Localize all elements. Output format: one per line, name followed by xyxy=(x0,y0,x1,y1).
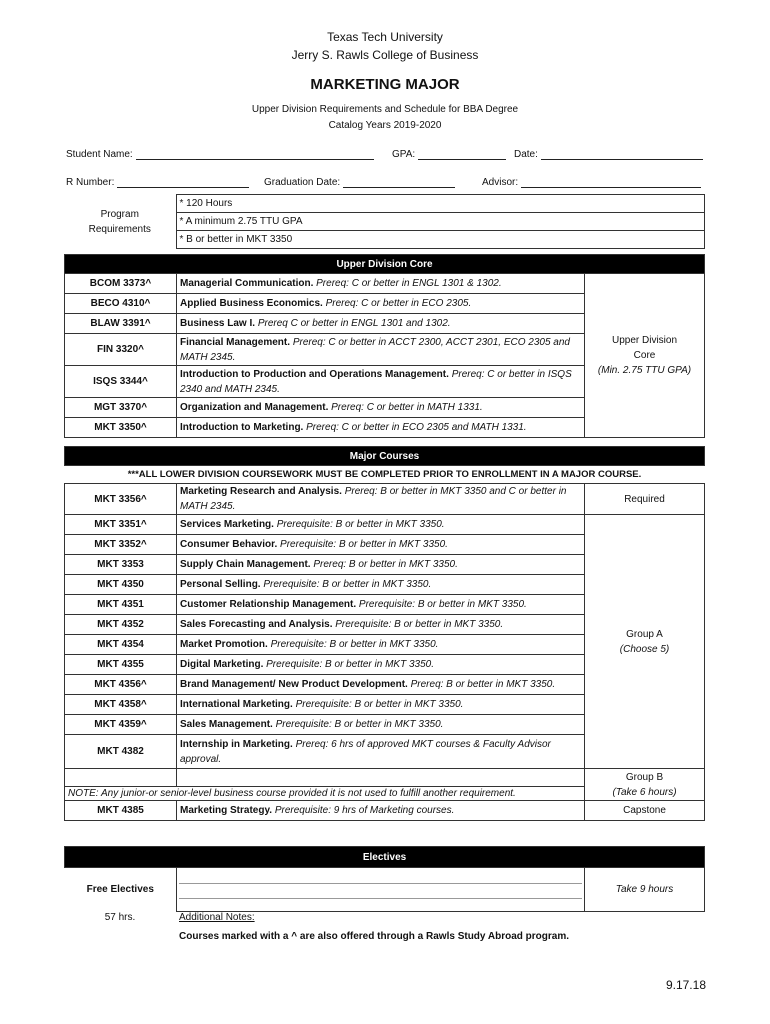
course-name: Services Marketing. xyxy=(180,519,274,530)
group-a-line2: (Choose 5) xyxy=(619,643,670,655)
electives-table xyxy=(64,846,705,912)
course-prereq: Prerequisite: B or better in MKT 3350. xyxy=(295,699,464,710)
major-heading: Major Courses xyxy=(65,447,705,466)
catalog-years: Catalog Years 2019-2020 xyxy=(328,120,442,131)
required-label: Required xyxy=(585,484,705,515)
course-prereq: Prerequisite: B or better in MKT 3350. xyxy=(275,719,444,730)
course-desc xyxy=(177,366,585,398)
course-prereq: Prereq: C or better in ACCT 2300, ACCT 2301, ECO 2305 and MATH 2345. xyxy=(180,336,570,363)
course-prereq: Prereq: C or better in ECO 2305 and MATH 1331. xyxy=(306,422,527,433)
course-desc xyxy=(177,715,585,735)
course-prereq: Prereq: B or better in MKT 3350 and C or better in MATH 2345. xyxy=(180,486,567,512)
course-desc xyxy=(177,655,585,675)
graduation-date-label: Graduation Date: xyxy=(264,177,341,188)
course-name: Applied Business Economics. xyxy=(180,298,323,309)
electives-heading: Electives xyxy=(65,847,705,868)
r-number-label: R Number: xyxy=(66,177,115,188)
core-side-line3: (Min. 2.75 TTU GPA) xyxy=(597,365,692,376)
course-desc xyxy=(177,675,585,695)
additional-notes-label: Additional Notes: xyxy=(179,912,255,923)
course-desc xyxy=(177,735,585,769)
course-prereq: Prereq: B or better in MKT 3350. xyxy=(313,559,458,570)
course-prereq: Prerequisite: B or better in MKT 3350. xyxy=(358,599,527,610)
date-line[interactable] xyxy=(541,148,703,160)
course-name: Organization and Management. xyxy=(180,402,329,413)
course-name: Digital Marketing. xyxy=(180,659,264,670)
course-name: Financial Management. xyxy=(180,336,291,348)
course-desc xyxy=(177,535,585,555)
group-b-entry-1[interactable] xyxy=(177,769,585,787)
course-name: Supply Chain Management. xyxy=(180,559,311,570)
core-side-label xyxy=(585,274,705,438)
course-code: BLAW 3391^ xyxy=(65,314,177,334)
course-name: Personal Selling. xyxy=(180,579,261,590)
group-a-label xyxy=(585,515,705,769)
course-prereq: Prereq: C or better in ENGL 1301 & 1302. xyxy=(316,278,502,289)
major-courses-table xyxy=(64,446,705,821)
free-electives-label: Free Electives xyxy=(86,884,154,896)
course-desc xyxy=(177,274,585,294)
requirement-mkt3350: * B or better in MKT 3350 xyxy=(176,231,704,249)
course-desc xyxy=(177,695,585,715)
course-code: FIN 3320^ xyxy=(65,334,177,366)
advisor-line[interactable] xyxy=(521,176,701,188)
course-name: Customer Relationship Management. xyxy=(180,599,357,610)
capstone-label: Capstone xyxy=(585,801,705,821)
course-prereq: Prerequisite: B or better in MKT 3350. xyxy=(276,519,445,530)
core-side-line2: Core xyxy=(633,350,656,361)
course-code: MKT 3356^ xyxy=(65,484,177,515)
course-code: MKT 4382 xyxy=(65,735,177,769)
r-number-line[interactable] xyxy=(117,176,249,188)
course-name: Introduction to Marketing. xyxy=(180,422,304,433)
advisor-field[interactable] xyxy=(482,176,701,188)
course-prereq: Prereq: C or better in MATH 1331. xyxy=(331,402,483,413)
course-name: Brand Management/ New Product Development. xyxy=(180,679,408,690)
course-code: MKT 4354 xyxy=(65,635,177,655)
course-desc xyxy=(177,294,585,314)
total-hours: 57 hrs. xyxy=(104,912,136,923)
course-prereq: Prerequisite: B or better in MKT 3350. xyxy=(335,619,504,630)
free-electives-entries[interactable] xyxy=(177,868,585,912)
advisor-label: Advisor: xyxy=(482,177,519,188)
program-requirements-label xyxy=(64,195,176,249)
course-desc xyxy=(177,515,585,535)
course-name: Managerial Communication. xyxy=(180,278,314,289)
r-number-field[interactable] xyxy=(66,176,249,188)
course-name: Marketing Research and Analysis. xyxy=(180,486,342,497)
elective-line[interactable] xyxy=(179,884,582,899)
course-name: Market Promotion. xyxy=(180,639,268,650)
group-b-note: NOTE: Any junior-or senior-level business course provided it is not used to fulfill another requirement. xyxy=(65,787,585,801)
course-desc xyxy=(177,555,585,575)
course-code: MKT 4352 xyxy=(65,615,177,635)
course-code: MKT 3351^ xyxy=(65,515,177,535)
course-code: MKT 4356^ xyxy=(65,675,177,695)
course-name: Marketing Strategy. xyxy=(180,805,273,816)
lower-division-warning: ***ALL LOWER DIVISION COURSEWORK MUST BE COMPLETED PRIOR TO ENROLLMENT IN A MAJOR COURSE. xyxy=(127,469,642,480)
course-prereq: Prerequisite: 9 hrs of Marketing courses. xyxy=(274,805,455,816)
student-name-label: Student Name: xyxy=(66,149,133,160)
course-prereq: Prereq: C or better in ISQS 2340 and MATH 2345. xyxy=(180,368,572,395)
course-code: MKT 4351 xyxy=(65,595,177,615)
course-code: BCOM 3373^ xyxy=(65,274,177,294)
date-label: Date: xyxy=(514,149,538,160)
requirement-hours: * 120 Hours xyxy=(176,195,704,213)
course-desc xyxy=(177,484,585,515)
study-abroad-note: Courses marked with a ^ are also offered through a Rawls Study Abroad program. xyxy=(179,931,569,942)
course-code: MGT 3370^ xyxy=(65,398,177,418)
graduation-date-field[interactable] xyxy=(264,176,455,188)
course-desc xyxy=(177,801,585,821)
course-desc xyxy=(177,575,585,595)
course-desc xyxy=(177,595,585,615)
course-code: MKT 3353 xyxy=(65,555,177,575)
student-name-line[interactable] xyxy=(136,148,374,160)
course-prereq: Prereq: 6 hrs of approved MKT courses & Faculty Advisor approval. xyxy=(180,738,551,765)
requirement-gpa: * A minimum 2.75 TTU GPA xyxy=(176,213,704,231)
course-code: MKT 3352^ xyxy=(65,535,177,555)
elective-line[interactable] xyxy=(179,899,582,911)
gpa-field[interactable] xyxy=(392,148,506,160)
group-b-line1: Group B xyxy=(625,771,664,783)
revision-date: 9.17.18 xyxy=(665,978,706,992)
page-subtitle: Upper Division Requirements and Schedule for BBA Degree xyxy=(251,104,519,115)
course-name: Introduction to Production and Operations Management. xyxy=(180,368,449,380)
elective-line[interactable] xyxy=(179,869,582,884)
page-title: MARKETING MAJOR xyxy=(310,76,460,93)
graduation-date-line[interactable] xyxy=(343,176,455,188)
course-desc xyxy=(177,334,585,366)
course-name: International Marketing. xyxy=(180,699,293,710)
course-prereq: Prerequisite: B or better in MKT 3350. xyxy=(263,579,432,590)
electives-side-label: Take 9 hours xyxy=(585,868,705,912)
course-code: MKT 4359^ xyxy=(65,715,177,735)
core-side-line1: Upper Division xyxy=(611,335,678,346)
course-name: Sales Forecasting and Analysis. xyxy=(180,619,333,630)
core-heading: Upper Division Core xyxy=(65,255,705,274)
course-desc xyxy=(177,615,585,635)
course-name: Consumer Behavior. xyxy=(180,539,278,550)
date-field[interactable] xyxy=(514,148,703,160)
college-name: Jerry S. Rawls College of Business xyxy=(291,48,479,62)
group-b-label xyxy=(585,769,705,801)
group-a-line1: Group A xyxy=(626,628,663,640)
course-code: MKT 4350 xyxy=(65,575,177,595)
course-code: MKT 4355 xyxy=(65,655,177,675)
course-code: BECO 4310^ xyxy=(65,294,177,314)
course-prereq: Prereq C or better in ENGL 1301 and 1302. xyxy=(257,318,451,329)
course-code: ISQS 3344^ xyxy=(65,366,177,398)
gpa-line[interactable] xyxy=(418,148,506,160)
group-b-line2: (Take 6 hours) xyxy=(612,786,677,798)
course-code: MKT 4358^ xyxy=(65,695,177,715)
course-prereq: Prereq: B or better in MKT 3350. xyxy=(410,679,556,690)
course-desc xyxy=(177,635,585,655)
course-name: Sales Management. xyxy=(180,719,273,730)
course-desc xyxy=(177,418,585,438)
course-code: MKT 4385 xyxy=(65,801,177,821)
course-desc xyxy=(177,314,585,334)
course-prereq: Prereq: C or better in ECO 2305. xyxy=(325,298,472,309)
course-prereq: Prerequisite: B or better in MKT 3350. xyxy=(270,639,439,650)
course-prereq: Prerequisite: B or better in MKT 3350. xyxy=(280,539,448,550)
course-name: Internship in Marketing. xyxy=(180,738,293,750)
upper-division-core-table xyxy=(64,254,705,438)
course-desc xyxy=(177,398,585,418)
course-code: MKT 3350^ xyxy=(65,418,177,438)
program-label-line1: Program xyxy=(100,208,139,220)
course-name: Business Law I. xyxy=(180,318,256,329)
group-b-entry-code[interactable] xyxy=(65,769,177,787)
gpa-label: GPA: xyxy=(392,149,416,160)
program-requirements-table xyxy=(64,194,705,249)
student-name-field[interactable] xyxy=(66,148,374,160)
course-prereq: Prerequisite: B or better in MKT 3350. xyxy=(266,659,434,670)
program-label-line2: Requirements xyxy=(88,223,151,235)
university-name: Texas Tech University xyxy=(327,30,443,44)
